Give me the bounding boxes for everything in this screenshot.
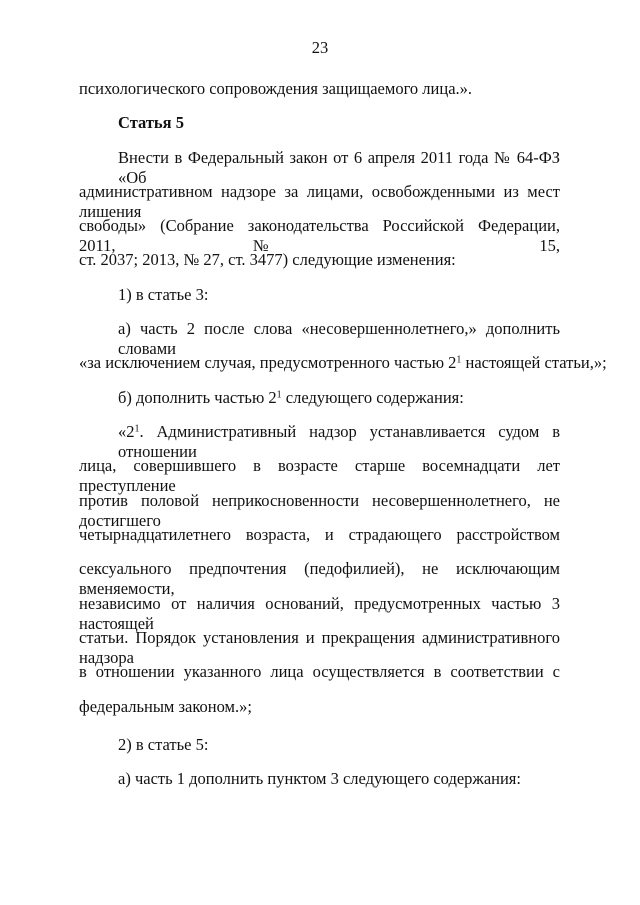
- superscript: 1: [456, 354, 462, 366]
- page-number: 23: [311, 38, 329, 57]
- superscript: 1: [134, 423, 140, 435]
- text-line-6: ст. 2037; 2013, № 27, ст. 3477) следующие изменения:: [79, 250, 456, 269]
- text-line-19: федеральным законом.»;: [79, 697, 252, 716]
- text-line-16: независимо от наличия оснований, предусмотренных частью 3 настоящей: [79, 594, 560, 633]
- text-line-3: Внести в Федеральный закон от 6 апреля 2011 года № 64-ФЗ «Об: [118, 148, 560, 187]
- text-line-9-before: «за исключением случая, предусмотренного частью 2: [79, 353, 457, 372]
- text-line-10-before: б) дополнить частью 2: [118, 388, 277, 407]
- text-line-21: а) часть 1 дополнить пунктом 3 следующего содержания:: [118, 769, 521, 788]
- article-heading: Статья 5: [118, 113, 184, 132]
- text-line-7: 1) в статье 3:: [118, 285, 209, 304]
- text-line-18: в отношении указанного лица осуществляется в соответствии с: [79, 662, 560, 681]
- text-line-5: свободы» (Собрание законодательства Российской Федерации, 2011, № 15,: [79, 216, 560, 255]
- text-line-9-after: настоящей статьи,»;: [461, 353, 607, 372]
- text-line-10: [118, 388, 560, 408]
- text-line-10-after: следующего содержания:: [281, 388, 464, 407]
- superscript: 1: [276, 389, 282, 401]
- text-line-13: против половой неприкосновенности несовершеннолетнего, не достигшего: [79, 491, 560, 530]
- text-line-15: сексуального предпочтения (педофилией), не исключающим вменяемости,: [79, 559, 560, 598]
- text-line-20: 2) в статье 5:: [118, 735, 209, 754]
- text-line-1: психологического сопровождения защищаемого лица.».: [79, 79, 473, 98]
- text-line-4: административном надзоре за лицами, освобожденными из мест лишения: [79, 182, 560, 221]
- text-line-11-after: . Административный надзор устанавливается судом в отношении: [118, 422, 560, 461]
- text-line-12: лица, совершившего в возрасте старше восемнадцати лет преступление: [79, 456, 560, 495]
- text-line-17: статьи. Порядок установления и прекращения административного надзора: [79, 628, 560, 667]
- text-line-11-before: «2: [118, 422, 135, 441]
- text-line-8: а) часть 2 после слова «несовершеннолетнего,» дополнить словами: [118, 319, 560, 358]
- text-line-9: [79, 353, 607, 373]
- text-line-14: четырнадцатилетнего возраста, и страдающего расстройством: [79, 525, 560, 544]
